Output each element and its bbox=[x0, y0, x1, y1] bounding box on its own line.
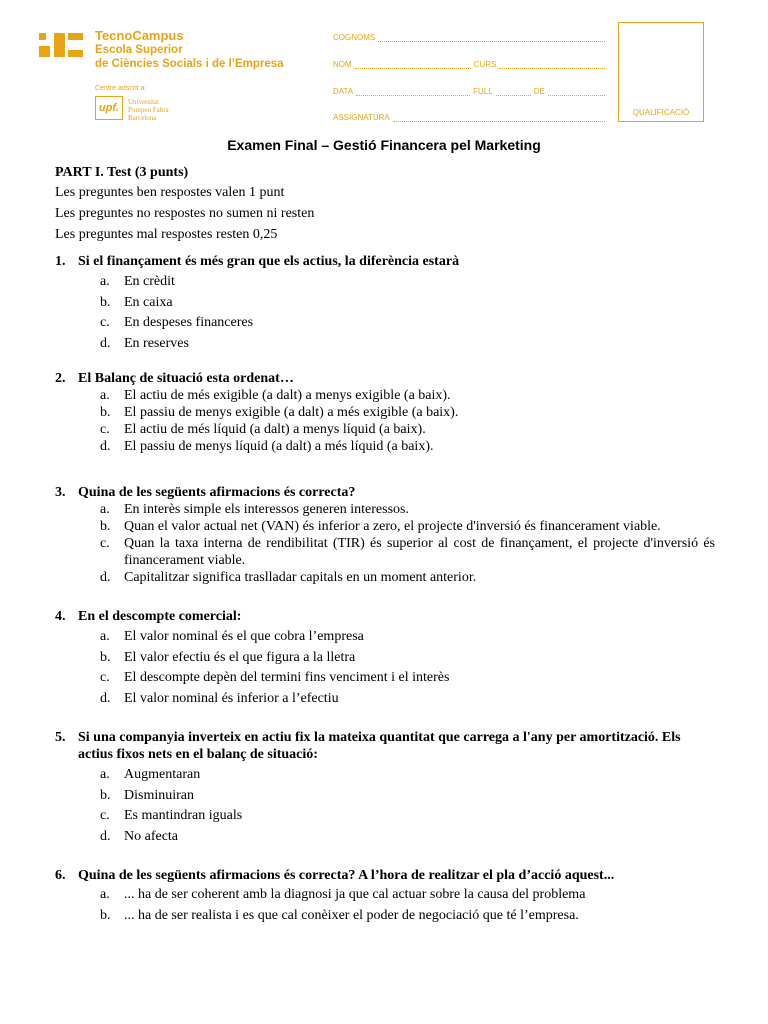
option-text: ... ha de ser coherent amb la diagnosi ja que cal actuar sobre la causa del problema bbox=[124, 887, 586, 902]
part-intro-1: Les preguntes ben respostes valen 1 punt bbox=[55, 185, 285, 200]
option-text: El actiu de més exigible (a dalt) a menys exigible (a baix). bbox=[124, 388, 451, 403]
question-title bbox=[55, 370, 715, 387]
logo-line-3: de Ciències Socials i de l’Empresa bbox=[95, 58, 284, 70]
option-letter: c. bbox=[100, 422, 110, 437]
option-b[interactable] bbox=[100, 518, 715, 535]
option-text: El descompte depèn del termini fins venciment i el interès bbox=[124, 670, 450, 685]
question-text: Si el finançament és més gran que els actius, la diferència estarà bbox=[78, 254, 460, 269]
option-letter: b. bbox=[100, 405, 111, 420]
question-text: Si una companyia inverteix en actiu fix la mateixa quantitat que carrega a l'any per amortització. Els actius fixos nets en el balanç de situació: bbox=[78, 730, 681, 762]
option-text: Disminuiran bbox=[124, 787, 194, 803]
option-c[interactable] bbox=[100, 313, 715, 334]
de-label: DE bbox=[533, 87, 545, 96]
option-c[interactable] bbox=[100, 535, 715, 569]
option-text: En caixa bbox=[124, 294, 173, 310]
question-text: El Balanç de situació esta ordenat… bbox=[78, 371, 294, 386]
option-letter: d. bbox=[100, 335, 111, 351]
assignatura-label: ASSIGNATURA bbox=[333, 113, 390, 122]
field-assignatura[interactable] bbox=[333, 110, 608, 122]
option-letter: a. bbox=[100, 629, 110, 644]
question-text: Quina de les següents afirmacions és correcta? A l’hora de realitzar el pla d’acció aquest... bbox=[78, 868, 615, 883]
option-text: El valor nominal és el que cobra l’empresa bbox=[124, 629, 364, 644]
question-text: Quina de les següents afirmacions és correcta? bbox=[78, 485, 356, 500]
option-d[interactable] bbox=[100, 827, 715, 848]
option-letter: a. bbox=[100, 767, 110, 782]
data-line[interactable] bbox=[356, 87, 470, 96]
nom-label: NOM bbox=[333, 60, 352, 69]
option-letter: d. bbox=[100, 439, 111, 454]
option-letter: c. bbox=[100, 670, 110, 685]
question-number: 6. bbox=[55, 868, 66, 883]
option-text: Es mantindran iguals bbox=[124, 808, 243, 823]
grade-label: QUALIFICACIÓ bbox=[632, 108, 690, 117]
cognoms-line[interactable] bbox=[378, 33, 605, 42]
exam-body bbox=[55, 163, 715, 926]
question-title bbox=[55, 729, 715, 763]
option-text: Quan la taxa interna de rendibilitat (TIR) és superior al cost de finançament, el projecte d'inversió és financerament viable. bbox=[124, 536, 715, 568]
option-text: ... ha de ser realista i es que cal conèixer el poder de negociació que té l’empresa. bbox=[124, 907, 579, 923]
question-title bbox=[55, 608, 715, 625]
question-4 bbox=[55, 608, 715, 709]
option-d[interactable] bbox=[100, 438, 715, 455]
school-name bbox=[95, 29, 284, 71]
exam-title: Examen Final – Gestió Financera pel Marketing bbox=[227, 137, 541, 153]
option-text: Quan el valor actual net (VAN) és inferior a zero, el projecte d'inversió és financerament viable. bbox=[124, 519, 661, 534]
option-letter: b. bbox=[100, 519, 111, 534]
upf-line-2: Pompeu Fabra bbox=[128, 106, 169, 114]
option-a[interactable] bbox=[100, 387, 715, 404]
option-letter: c. bbox=[100, 808, 110, 823]
option-text: Capitalitzar significa traslladar capitals en un moment anterior. bbox=[124, 570, 477, 585]
option-c[interactable] bbox=[100, 421, 715, 438]
option-letter: a. bbox=[100, 502, 110, 517]
option-letter: c. bbox=[100, 536, 110, 551]
option-letter: b. bbox=[100, 907, 111, 923]
option-a[interactable] bbox=[100, 501, 715, 518]
option-text: Augmentaran bbox=[124, 767, 201, 782]
question-6 bbox=[55, 867, 715, 926]
question-title bbox=[55, 484, 715, 501]
logo-line-1: TecnoCampus bbox=[95, 28, 184, 43]
question-title bbox=[55, 867, 715, 884]
field-nom-curs[interactable] bbox=[333, 57, 608, 69]
field-data-full[interactable] bbox=[333, 84, 608, 96]
option-text: El passiu de menys exigible (a dalt) a més exigible (a baix). bbox=[124, 405, 459, 420]
option-letter: d. bbox=[100, 690, 111, 706]
upf-name bbox=[128, 98, 169, 122]
option-letter: d. bbox=[100, 570, 111, 585]
option-b[interactable] bbox=[100, 648, 715, 669]
option-letter: d. bbox=[100, 828, 111, 844]
upf-line-3: Barcelona bbox=[128, 114, 157, 122]
upf-line-1: Universitat bbox=[128, 98, 160, 106]
option-d[interactable] bbox=[100, 689, 715, 710]
upf-logo-icon: upf. bbox=[95, 96, 123, 120]
option-text: El passiu de menys líquid (a dalt) a més líquid (a baix). bbox=[124, 439, 434, 454]
option-a[interactable] bbox=[100, 885, 715, 906]
option-a[interactable] bbox=[100, 272, 715, 293]
grade-box bbox=[618, 22, 704, 122]
curs-line[interactable] bbox=[499, 60, 605, 69]
part-intro-3: Les preguntes mal respostes resten 0,25 bbox=[55, 227, 278, 242]
assignatura-line[interactable] bbox=[393, 113, 605, 122]
question-number: 2. bbox=[55, 371, 66, 386]
option-c[interactable] bbox=[100, 668, 715, 689]
question-text: En el descompte comercial: bbox=[78, 609, 242, 624]
question-number: 1. bbox=[55, 254, 66, 269]
nom-line[interactable] bbox=[355, 60, 471, 69]
question-number: 4. bbox=[55, 609, 66, 624]
option-text: En reserves bbox=[124, 335, 189, 351]
question-2 bbox=[55, 370, 715, 455]
option-text: En despeses financeres bbox=[124, 315, 254, 330]
full-line[interactable] bbox=[496, 87, 531, 96]
curs-label: CURS bbox=[473, 60, 497, 69]
question-1 bbox=[55, 253, 715, 354]
question-number: 3. bbox=[55, 485, 66, 500]
option-d[interactable] bbox=[100, 334, 715, 355]
option-b[interactable] bbox=[100, 786, 715, 807]
option-a[interactable] bbox=[100, 765, 715, 786]
tecnocampus-logo-icon bbox=[39, 33, 83, 57]
option-b[interactable] bbox=[100, 293, 715, 314]
option-text: En crèdit bbox=[124, 274, 175, 289]
question-5 bbox=[55, 729, 715, 847]
option-c[interactable] bbox=[100, 806, 715, 827]
option-letter: c. bbox=[100, 315, 110, 330]
centre-label: Centre adscrit a: bbox=[95, 85, 147, 92]
option-letter: b. bbox=[100, 787, 111, 803]
full-label: FULL bbox=[473, 87, 493, 96]
option-a[interactable] bbox=[100, 627, 715, 648]
option-d[interactable] bbox=[100, 569, 715, 586]
exam-header bbox=[0, 0, 768, 135]
part-title: PART I. Test (3 punts) bbox=[55, 165, 189, 180]
option-b[interactable] bbox=[100, 404, 715, 421]
data-label: DATA bbox=[333, 87, 354, 96]
part-intro-2: Les preguntes no respostes no sumen ni resten bbox=[55, 206, 315, 221]
cognoms-label: COGNOMS bbox=[333, 33, 376, 42]
option-letter: b. bbox=[100, 294, 111, 310]
field-cognoms[interactable] bbox=[333, 30, 608, 42]
option-text: El valor efectiu és el que figura a la lletra bbox=[124, 649, 356, 665]
option-letter: a. bbox=[100, 388, 110, 403]
question-3 bbox=[55, 484, 715, 586]
option-letter: a. bbox=[100, 274, 110, 289]
question-title bbox=[55, 253, 715, 270]
option-text: No afecta bbox=[124, 828, 179, 844]
option-text: El valor nominal és inferior a l’efectiu bbox=[124, 690, 339, 706]
option-letter: a. bbox=[100, 887, 110, 902]
option-text: El actiu de més líquid (a dalt) a menys líquid (a baix). bbox=[124, 422, 426, 437]
logo-line-2: Escola Superior bbox=[95, 44, 183, 56]
option-text: En interès simple els interessos generen interessos. bbox=[124, 502, 409, 517]
question-number: 5. bbox=[55, 730, 66, 745]
option-b[interactable] bbox=[100, 906, 715, 927]
de-line[interactable] bbox=[548, 87, 605, 96]
option-letter: b. bbox=[100, 649, 111, 665]
